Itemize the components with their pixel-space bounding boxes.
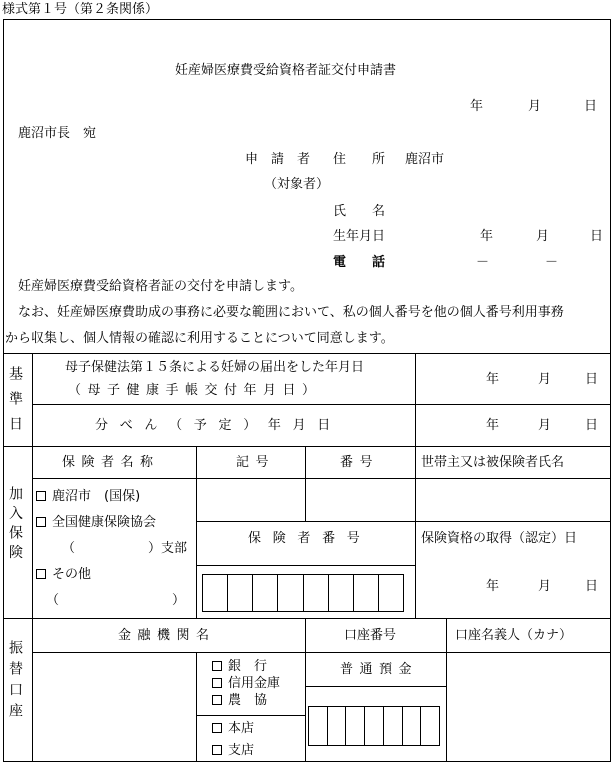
divider	[196, 652, 197, 762]
kijun-row2-year: 年	[486, 418, 500, 433]
acquire-label: 保険資格の取得（認定）日	[421, 531, 578, 546]
divider	[3, 353, 611, 354]
other-close: ）	[172, 593, 186, 608]
col-holder: 口座名義人（カナ）	[455, 628, 573, 643]
divider	[305, 686, 446, 687]
date-day: 日	[584, 99, 598, 114]
divider	[415, 353, 416, 618]
checkbox-icon	[36, 517, 46, 527]
form-title: 妊産婦医療費受給資格者証交付申請書	[175, 63, 397, 78]
checkbox-icon	[36, 569, 46, 579]
kijun-row1-line2: （母子健康手帳交付年月日）	[68, 383, 322, 398]
bank-type-nokyo[interactable]: 農 協	[212, 694, 267, 707]
birth-month: 月	[536, 229, 550, 244]
divider	[196, 715, 305, 716]
divider	[305, 618, 306, 762]
kijun-row1-year: 年	[486, 372, 500, 387]
kyokai-branch-open: （	[62, 541, 76, 556]
divider	[305, 446, 306, 521]
col-insurer-name: 保険者名称	[62, 455, 160, 470]
kijun-row2: 分べん（予定）年月日	[95, 418, 343, 433]
insurer-number-input[interactable]	[202, 574, 404, 612]
acquire-day: 日	[585, 579, 599, 594]
kijun-side-label: 基準日	[7, 366, 23, 442]
applicant-label: 申 請 者	[245, 152, 311, 167]
branch-type-main[interactable]: 本店	[212, 722, 254, 735]
acquire-month: 月	[538, 579, 552, 594]
checkbox-icon	[212, 661, 222, 671]
kijun-row1-month: 月	[538, 372, 552, 387]
phone-sep-1: －	[476, 255, 490, 270]
bank-type-shinkin[interactable]: 信用金庫	[212, 677, 280, 690]
statement-line-2: なお、妊産婦医療費助成の事務に必要な範囲において、私の個人番号を他の個人番号利用事務	[18, 305, 564, 320]
divider	[32, 404, 611, 405]
name-label: 氏 名	[333, 204, 386, 219]
form-number: 様式第１号（第２条関係）	[2, 2, 159, 17]
acquire-year: 年	[486, 579, 500, 594]
checkbox-icon	[212, 678, 222, 688]
divider	[196, 565, 415, 566]
divider	[446, 618, 447, 762]
account-number-input[interactable]	[308, 706, 440, 746]
statement-line-3: から収集し、個人情報の確認に利用することについて同意します。	[5, 331, 394, 346]
kijun-row1-day: 日	[585, 372, 599, 387]
other-open: （	[46, 593, 60, 608]
insurer-number-label: 保険者番号	[248, 531, 372, 546]
divider	[32, 652, 611, 653]
divider	[3, 618, 611, 619]
transfer-side-label: 振替口座	[7, 640, 23, 724]
phone-label: 電 話	[333, 255, 386, 270]
divider	[32, 478, 611, 479]
col-bank: 金融機関名	[118, 628, 216, 643]
divider	[32, 353, 33, 762]
kijun-row1-line1: 母子保健法第１５条による妊婦の届出をした年月日	[65, 360, 365, 375]
divider	[3, 446, 611, 447]
birth-label: 生年月日	[333, 229, 386, 244]
checkbox-icon	[36, 491, 46, 501]
col-account-no: 口座番号	[344, 628, 397, 643]
addressee: 鹿沼市長 宛	[18, 126, 97, 141]
kijun-row2-month: 月	[538, 418, 552, 433]
divider	[196, 446, 197, 618]
insurance-option-kokuho[interactable]: 鹿沼市 (国保)	[36, 490, 140, 503]
birth-day: 日	[590, 229, 604, 244]
divider	[196, 521, 611, 522]
date-year: 年	[470, 99, 484, 114]
checkbox-icon	[212, 695, 222, 705]
deposit-type: 普通預金	[340, 662, 419, 677]
kijun-row2-day: 日	[585, 418, 599, 433]
address-value: 鹿沼市	[405, 152, 445, 167]
statement-line-1: 妊産婦医療費受給資格者証の交付を申請します。	[18, 279, 303, 294]
col-head-name: 世帯主又は被保険者氏名	[421, 455, 565, 470]
checkbox-icon	[212, 745, 222, 755]
checkbox-icon	[212, 723, 222, 733]
subject-label: （対象者）	[264, 177, 330, 192]
insurance-option-kyokai[interactable]: 全国健康保険協会	[36, 516, 156, 529]
col-number: 番号	[340, 455, 380, 470]
birth-year: 年	[480, 229, 494, 244]
col-symbol: 記号	[236, 455, 276, 470]
address-label: 住 所	[333, 152, 386, 167]
branch-type-branch[interactable]: 支店	[212, 744, 254, 757]
phone-sep-2: －	[545, 255, 559, 270]
bank-type-bank[interactable]: 銀 行	[212, 660, 267, 673]
kyokai-branch-close: ）支部	[148, 541, 188, 556]
date-month: 月	[528, 99, 542, 114]
insurance-side-label: 加入保険	[7, 486, 23, 565]
insurance-option-other[interactable]: その他	[36, 568, 91, 581]
